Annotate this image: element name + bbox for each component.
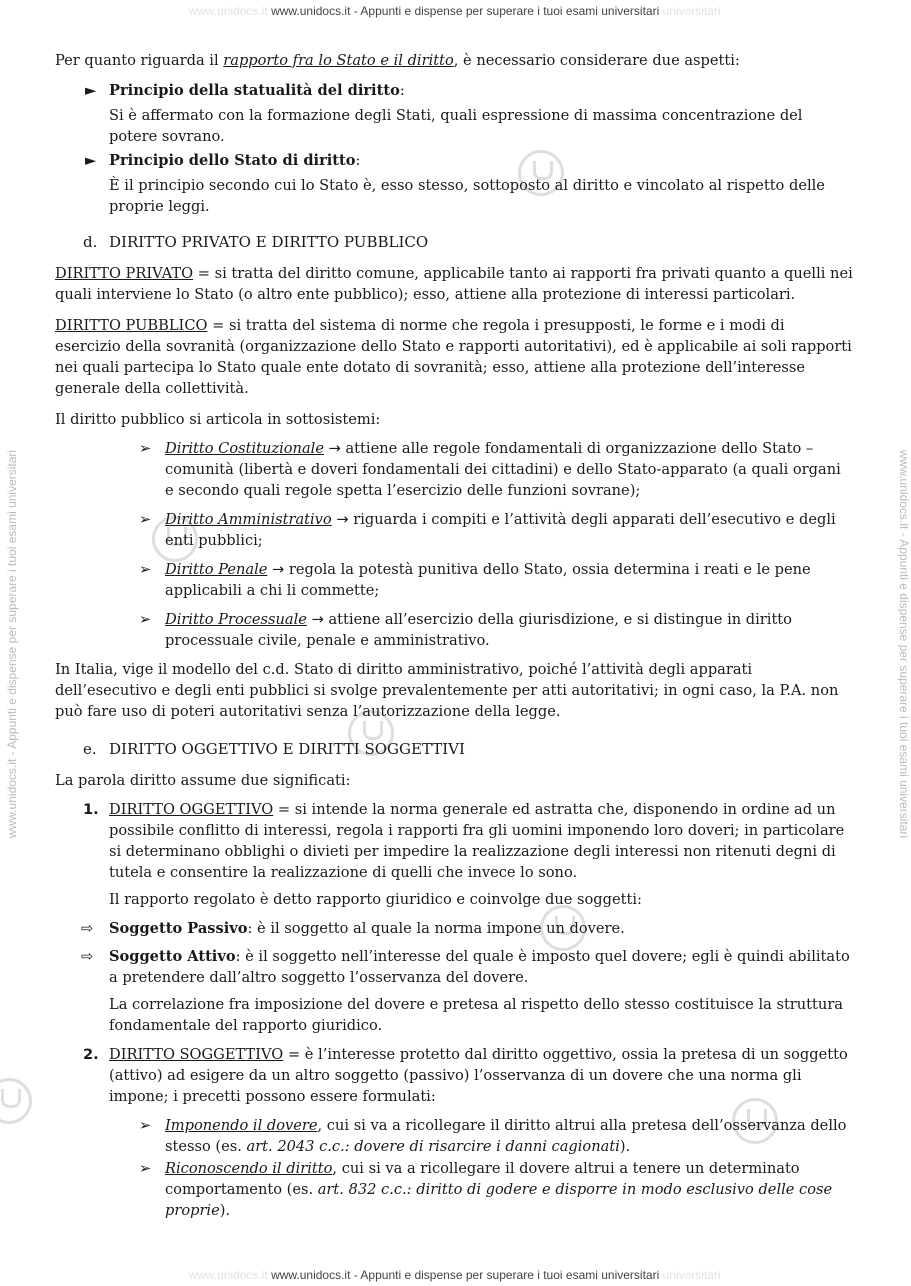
sottosistema-text: riguarda i compiti e l’attività degli apparati dell’esecutivo e degli enti pubblici; bbox=[165, 511, 836, 549]
list-item bbox=[139, 509, 853, 551]
arrowhead-bullet-icon: ➢ bbox=[139, 1160, 152, 1177]
precetti-list bbox=[55, 1115, 853, 1221]
footer-ghost-right: universitari bbox=[662, 1268, 721, 1282]
arrowhead-bullet-icon: ➢ bbox=[139, 611, 152, 628]
principle-colon: : bbox=[355, 152, 361, 169]
section-title: DIRITTO PRIVATO E DIRITTO PUBBLICO bbox=[109, 233, 429, 251]
side-watermark-right: www.unidocs.it - Appunti e dispense per superare i tuoi esami universitari bbox=[897, 449, 911, 839]
page-footer bbox=[0, 1268, 909, 1282]
precetto-term: Riconoscendo il diritto bbox=[165, 1160, 333, 1177]
principle-title: Principio dello Stato di diritto bbox=[109, 152, 356, 169]
correlazione-paragraph: La correlazione fra imposizione del dovere e pretesa al rispetto dello stesso costituisce la struttura fondamentale del rapporto giuridico. bbox=[109, 996, 843, 1034]
footer-ghost-left: www.unidocs.it bbox=[188, 1268, 268, 1282]
principle-colon: : bbox=[399, 82, 405, 99]
soggetto-text: : è il soggetto nell’interesse del quale è imposto quel dovere; egli è quindi abilitato a pretendere dall’altro soggetto l’osservanza del dovere. bbox=[109, 948, 850, 986]
pubblico-term: DIRITTO PUBBLICO bbox=[55, 317, 208, 334]
triangle-bullet-icon: ► bbox=[85, 152, 97, 169]
header-ghost-right: universitari bbox=[662, 4, 721, 18]
soggetto-item bbox=[55, 946, 853, 988]
unidocs-logo-icon bbox=[0, 1078, 32, 1124]
principle-item bbox=[55, 80, 853, 147]
principle-title: Principio della statualità del diritto bbox=[109, 82, 400, 99]
main-content bbox=[55, 50, 853, 1221]
privato-text: = si tratta del diritto comune, applicabile tanto ai rapporti fra privati quanto a quelli nei quali interviene lo Stato (o altro ente pubblico); esso, attiene alla protezione di interessi particolari. bbox=[55, 265, 853, 303]
arrowhead-bullet-icon: ➢ bbox=[139, 561, 152, 578]
significati-intro: La parola diritto assume due significati: bbox=[55, 772, 351, 789]
privato-paragraph bbox=[55, 263, 853, 305]
sottosistema-term: Diritto Processuale bbox=[165, 611, 307, 628]
right-arrow-icon: → bbox=[272, 561, 285, 578]
principle-heading bbox=[109, 150, 853, 171]
arrowhead-bullet-icon: ➢ bbox=[139, 440, 152, 457]
sottosistema-text: attiene all’esercizio della giurisdizione, e si distingue in diritto processuale civile, penale e amministrativo. bbox=[165, 611, 792, 649]
sottosistema-term: Diritto Penale bbox=[165, 561, 268, 578]
page-header bbox=[0, 4, 909, 18]
precetto-text: , cui si va a ricollegare il diritto altrui alla pretesa dell’osservanza dello stesso (es. bbox=[165, 1117, 847, 1155]
pubblico-paragraph bbox=[55, 315, 853, 399]
header-text: www.unidocs.it - Appunti e dispense per superare i tuoi esami universitari bbox=[271, 4, 660, 18]
list-item bbox=[139, 559, 853, 601]
list-item bbox=[139, 1158, 853, 1221]
header-ghost-left: www.unidocs.it bbox=[188, 4, 268, 18]
footer-text: www.unidocs.it - Appunti e dispense per superare i tuoi esami universitari bbox=[271, 1268, 660, 1282]
soggettivo-term: DIRITTO SOGGETTIVO bbox=[109, 1046, 284, 1063]
soggetto-item bbox=[55, 918, 853, 939]
arrowhead-bullet-icon: ➢ bbox=[139, 1117, 152, 1134]
intro-post: , è necessario considerare due aspetti: bbox=[453, 52, 740, 69]
principle-text: Si è affermato con la formazione degli Stati, quali espressione di massima concentrazione del potere sovrano. bbox=[109, 107, 803, 145]
section-e-heading bbox=[55, 739, 853, 760]
oggettivo-text: = si intende la norma generale ed astratta che, disponendo in ordine ad un possibile conflitto di interessi, regola i rapporti fra gli uomini imponendo loro doveri; in particolare si determinano obblighi o divieti per impedire la realizzazione degli interessi non ritenuti degni di tutela e consentire la realizzazione di quelli che invece lo sono. bbox=[109, 801, 845, 881]
list-item bbox=[139, 609, 853, 651]
soggettivo-item bbox=[55, 1044, 853, 1107]
section-d-heading bbox=[55, 232, 853, 253]
precetto-term: Imponendo il dovere bbox=[165, 1117, 318, 1134]
soggettivo-text: = è l’interesse protetto dal diritto oggettivo, ossia la pretesa di un soggetto (attivo) ad esigere da un altro soggetto (passivo) l’osservanza di un dovere che una norma gli impone; i precetti possono essere formulati: bbox=[109, 1046, 848, 1105]
hollow-arrow-bullet-icon: ⇨ bbox=[81, 920, 94, 937]
soggetto-text: : è il soggetto al quale la norma impone un dovere. bbox=[247, 920, 625, 937]
principle-text: È il principio secondo cui lo Stato è, esso stesso, sottoposto al diritto e vincolato al rispetto delle proprie leggi. bbox=[109, 177, 825, 215]
intro-underlined-term: rapporto fra lo Stato e il diritto bbox=[223, 52, 454, 69]
pubblico-text: = si tratta del sistema di norme che regola i presupposti, le forme e i modi di esercizio della sovranità (organizzazione dello Stato e rapporti autoritativi), ed è applicabile ai soli rapporti nei quali partecipa lo Stato quale ente dotato di sovranità; esso, attiene alla protezione dell’interesse generale della collettività. bbox=[55, 317, 852, 397]
list-number: 1. bbox=[83, 801, 99, 818]
principle-item bbox=[55, 150, 853, 217]
section-letter: d. bbox=[83, 233, 98, 251]
arrowhead-bullet-icon: ➢ bbox=[139, 511, 152, 528]
precetto-reference: art. 832 c.c.: diritto di godere e disporre in modo esclusivo delle cose proprie bbox=[165, 1181, 833, 1219]
right-arrow-icon: → bbox=[336, 511, 349, 528]
section-title: DIRITTO OGGETTIVO E DIRITTI SOGGETTIVI bbox=[109, 740, 465, 758]
sottosistemi-intro: Il diritto pubblico si articola in sottosistemi: bbox=[55, 411, 381, 428]
principle-heading bbox=[109, 80, 853, 101]
privato-term: DIRITTO PRIVATO bbox=[55, 265, 194, 282]
oggettivo-term: DIRITTO OGGETTIVO bbox=[109, 801, 274, 818]
right-arrow-icon: → bbox=[311, 611, 324, 628]
list-item bbox=[139, 1115, 853, 1157]
list-number: 2. bbox=[83, 1046, 99, 1063]
soggetto-term: Soggetto Attivo bbox=[109, 948, 236, 965]
sottosistema-text: regola la potestà punitiva dello Stato, ossia determina i reati e le pene applicabili a chi li commette; bbox=[165, 561, 811, 599]
section-letter: e. bbox=[83, 740, 97, 758]
soggetto-term: Soggetto Passivo bbox=[109, 920, 248, 937]
side-watermark-left: www.unidocs.it - Appunti e dispense per superare i tuoi esami universitari bbox=[5, 449, 19, 839]
intro-pre: Per quanto riguarda il bbox=[55, 52, 224, 69]
precetto-reference: art. 2043 c.c.: dovere di risarcire i danni cagionati bbox=[246, 1138, 620, 1155]
precetto-end: ). bbox=[219, 1202, 231, 1219]
rapporto-paragraph: Il rapporto regolato è detto rapporto giuridico e coinvolge due soggetti: bbox=[109, 891, 642, 908]
hollow-arrow-bullet-icon: ⇨ bbox=[81, 948, 94, 965]
intro-paragraph bbox=[55, 50, 853, 71]
list-item bbox=[139, 438, 853, 501]
sottosistema-text: attiene alle regole fondamentali di organizzazione dello Stato – comunità (libertà e doveri fondamentali dei cittadini) e dello Stato-apparato (a quali organi e secondo quali regole spetta l’esercizio delle funzioni sovrane); bbox=[165, 440, 841, 499]
italia-paragraph: In Italia, vige il modello del c.d. Stato di diritto amministrativo, poiché l’attività degli apparati dell’esecutivo e degli enti pubblici si svolge prevalentemente per atti autoritativi; in ogni caso, la P.A. non può fare uso di poteri autoritativi senza l’autorizzazione della legge. bbox=[55, 661, 839, 720]
oggettivo-item bbox=[55, 799, 853, 883]
sottosistemi-list bbox=[55, 438, 853, 651]
precetto-end: ). bbox=[619, 1138, 631, 1155]
sottosistema-term: Diritto Amministrativo bbox=[165, 511, 332, 528]
sottosistema-term: Diritto Costituzionale bbox=[165, 440, 324, 457]
right-arrow-icon: → bbox=[328, 440, 341, 457]
triangle-bullet-icon: ► bbox=[85, 82, 97, 99]
precetto-text: , cui si va a ricollegare il dovere altrui a tenere un determinato comportamento (es. bbox=[165, 1160, 800, 1198]
